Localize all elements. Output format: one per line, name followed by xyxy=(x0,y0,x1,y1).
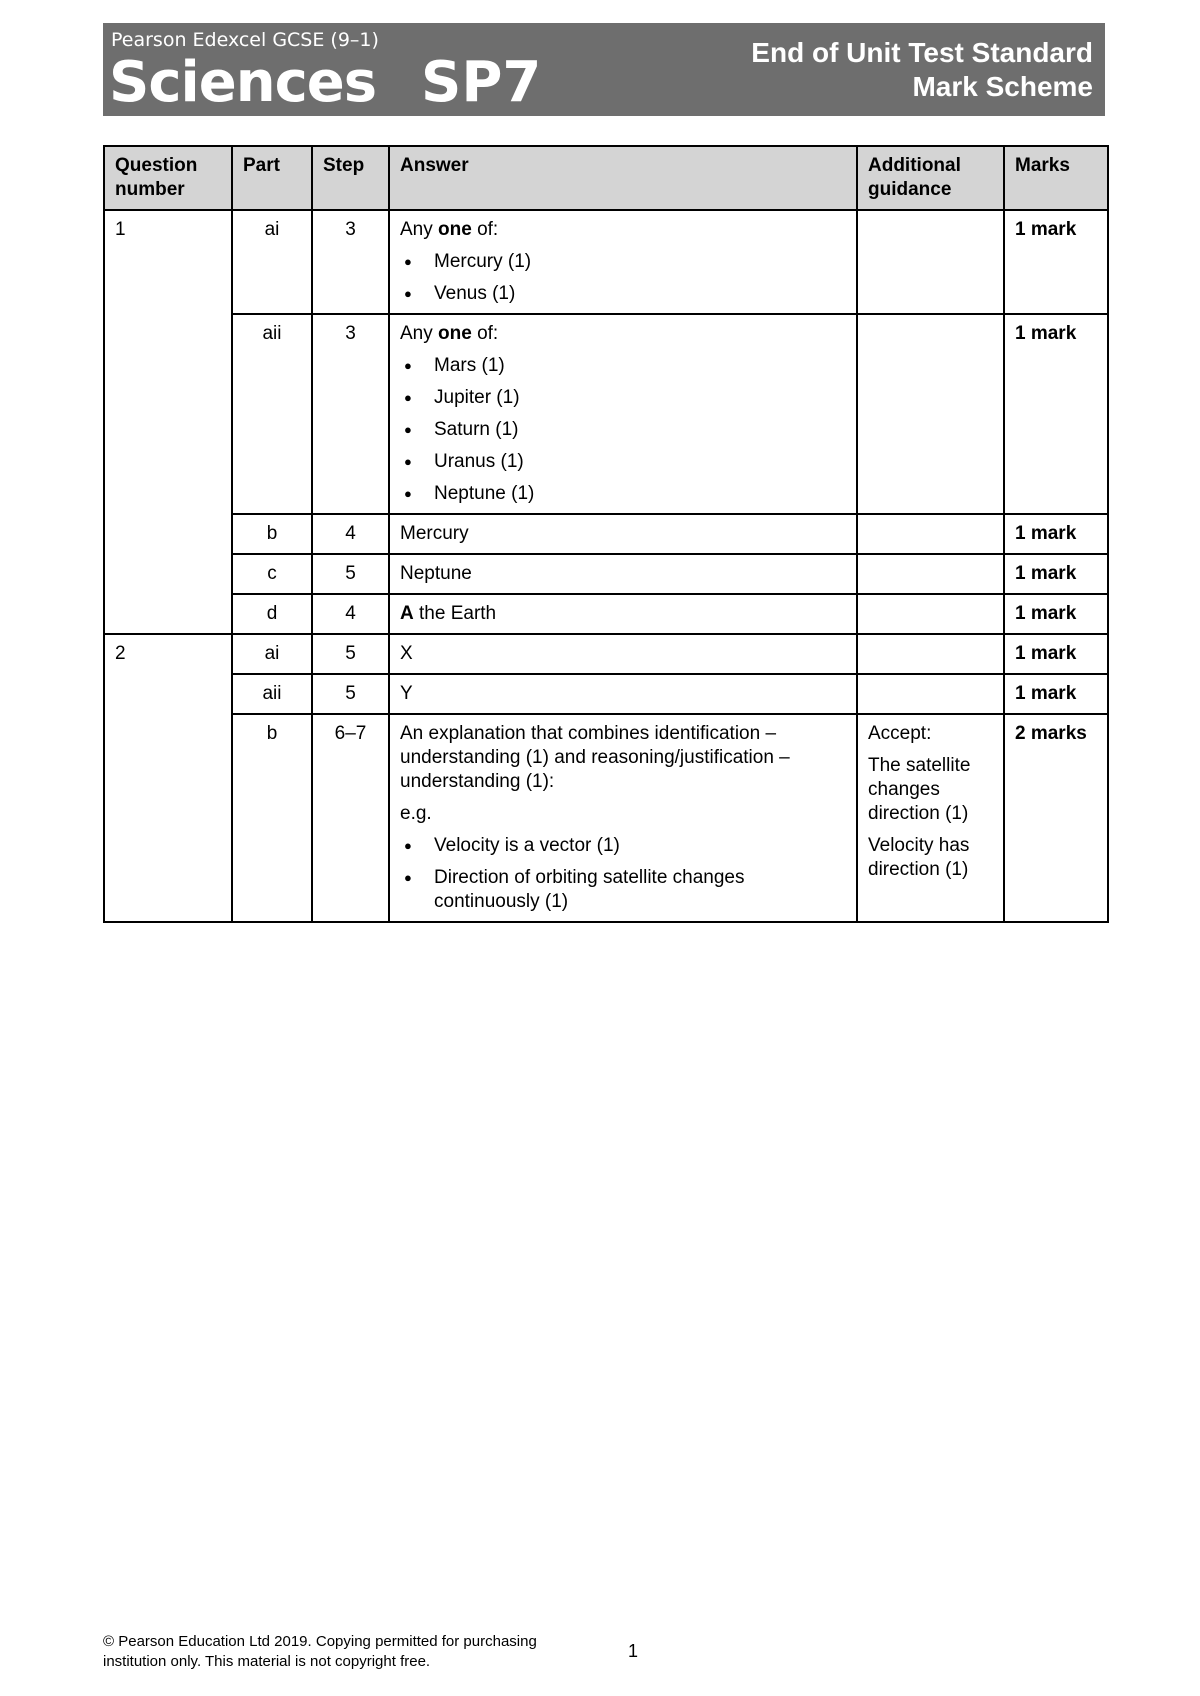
table-row xyxy=(104,674,1108,714)
col-guidance: Additional guidance xyxy=(857,146,1004,210)
answer-cell: Y xyxy=(389,674,857,714)
list-item: ● Direction of orbiting satellite changes continuously (1) xyxy=(400,866,846,914)
table-row xyxy=(104,554,1108,594)
col-marks: Marks xyxy=(1004,146,1108,210)
answer-cell: A the Earth xyxy=(389,594,857,634)
marks-cell: 1 mark xyxy=(1004,594,1108,634)
answer-cell: X xyxy=(389,634,857,674)
guidance-cell xyxy=(857,714,1004,922)
list-item: ● Mercury (1) xyxy=(400,250,846,274)
marks-cell: 1 mark xyxy=(1004,514,1108,554)
guidance-cell xyxy=(857,634,1004,674)
guidance-text: Velocity has direction (1) xyxy=(868,835,970,880)
example-label: e.g. xyxy=(400,803,432,824)
guidance-cell xyxy=(857,594,1004,634)
guidance-cell xyxy=(857,210,1004,314)
table-row xyxy=(104,714,1108,922)
part-cell: b xyxy=(232,714,312,922)
marks-cell: 1 mark xyxy=(1004,554,1108,594)
header-banner xyxy=(103,23,1105,116)
answer-cell: Mercury xyxy=(389,514,857,554)
question-number: 2 xyxy=(104,634,232,922)
part-cell: d xyxy=(232,594,312,634)
subject-title: Sciences xyxy=(109,50,377,115)
step-cell: 4 xyxy=(312,594,389,634)
header-row xyxy=(104,146,1108,210)
step-cell: 3 xyxy=(312,314,389,514)
list-item: ● Jupiter (1) xyxy=(400,386,846,410)
part-cell: ai xyxy=(232,634,312,674)
list-item: ● Venus (1) xyxy=(400,282,846,306)
answer-cell xyxy=(389,210,857,314)
list-item: ● Uranus (1) xyxy=(400,450,846,474)
answer-intro: Any one of: xyxy=(400,323,499,344)
part-cell: aii xyxy=(232,674,312,714)
mark-scheme-table xyxy=(103,145,1109,923)
part-cell: b xyxy=(232,514,312,554)
list-item: ● Mars (1) xyxy=(400,354,846,378)
table-row xyxy=(104,210,1108,314)
step-cell: 5 xyxy=(312,634,389,674)
marks-cell: 1 mark xyxy=(1004,674,1108,714)
col-question-number: Question number xyxy=(104,146,232,210)
col-step: Step xyxy=(312,146,389,210)
answer-cell xyxy=(389,714,857,922)
col-part: Part xyxy=(232,146,312,210)
step-cell: 5 xyxy=(312,674,389,714)
table-row xyxy=(104,634,1108,674)
answer-list xyxy=(400,354,846,506)
part-cell: ai xyxy=(232,210,312,314)
guidance-cell xyxy=(857,554,1004,594)
marks-cell: 2 marks xyxy=(1004,714,1108,922)
page-number: 1 xyxy=(628,1641,639,1661)
step-cell: 5 xyxy=(312,554,389,594)
table-row xyxy=(104,314,1108,514)
answer-list xyxy=(400,834,846,914)
part-cell: c xyxy=(232,554,312,594)
answer-list xyxy=(400,250,846,306)
step-cell: 6–7 xyxy=(312,714,389,922)
table-row xyxy=(104,594,1108,634)
series-name: Pearson Edexcel GCSE (9–1) xyxy=(111,29,379,51)
answer-cell xyxy=(389,314,857,514)
part-cell: aii xyxy=(232,314,312,514)
marks-cell: 1 mark xyxy=(1004,634,1108,674)
guidance-cell xyxy=(857,514,1004,554)
doc-title-line1: End of Unit Test Standard xyxy=(751,37,1093,68)
step-cell: 4 xyxy=(312,514,389,554)
col-answer: Answer xyxy=(389,146,857,210)
answer-cell: Neptune xyxy=(389,554,857,594)
answer-intro: An explanation that combines identification – understanding (1) and reasoning/justification – understanding (1): xyxy=(400,723,790,792)
marks-cell: 1 mark xyxy=(1004,210,1108,314)
guidance-text: Accept: xyxy=(868,723,932,744)
list-item: ● Velocity is a vector (1) xyxy=(400,834,846,858)
answer-intro: Any one of: xyxy=(400,219,499,240)
guidance-cell xyxy=(857,314,1004,514)
table-row xyxy=(104,514,1108,554)
doc-title-line2: Mark Scheme xyxy=(912,71,1093,102)
question-number: 1 xyxy=(104,210,232,634)
step-cell: 3 xyxy=(312,210,389,314)
list-item: ● Saturn (1) xyxy=(400,418,846,442)
guidance-text: The satellite changes direction (1) xyxy=(868,755,971,824)
marks-cell: 1 mark xyxy=(1004,314,1108,514)
unit-code: SP7 xyxy=(421,50,542,115)
guidance-cell xyxy=(857,674,1004,714)
list-item: ● Neptune (1) xyxy=(400,482,846,506)
copyright-notice: © Pearson Education Ltd 2019. Copying permitted for purchasing institution only. This material is not copyright free. xyxy=(103,1633,537,1670)
